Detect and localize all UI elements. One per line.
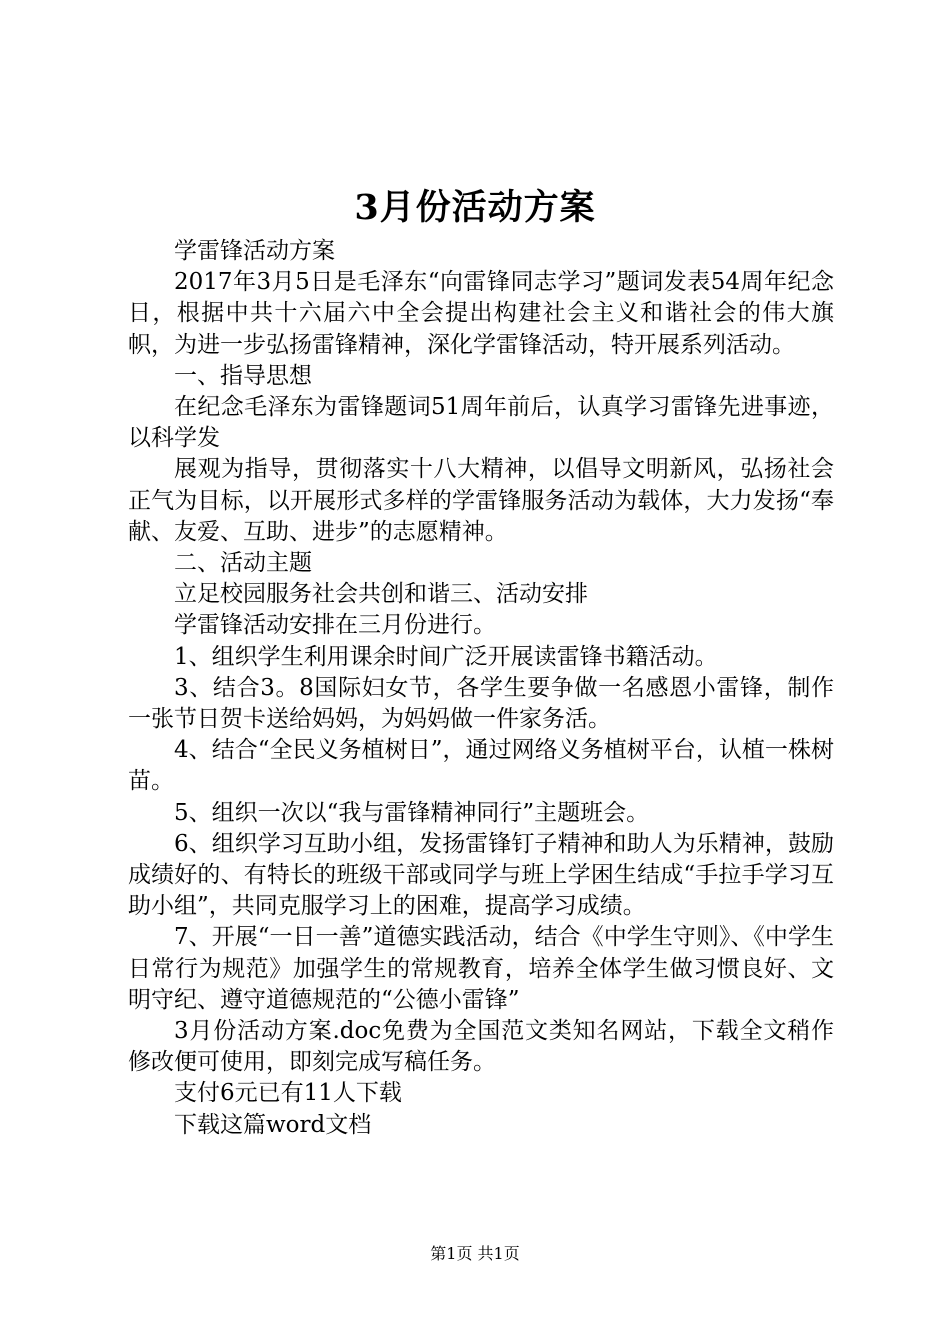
- paragraph: 展观为指导，贯彻落实十八大精神，以倡导文明新风，弘扬社会正气为目标，以开展形式多样的学雷锋服务活动为载体，大力发扬“奉献、友爱、互助、进步”的志愿精神。: [128, 456, 834, 545]
- download-link[interactable]: 下载这篇word文档: [174, 1111, 372, 1138]
- document-body: [128, 236, 834, 1141]
- payment-info: 支付6元已有11人下载: [174, 1080, 402, 1107]
- paragraph: 学雷锋活动安排在三月份进行。: [174, 612, 496, 639]
- list-item: 1、组织学生利用课余时间广泛开展读雷锋书籍活动。: [174, 643, 718, 670]
- paragraph: 立足校园服务社会共创和谐三、活动安排: [174, 581, 588, 608]
- list-item: 5、组织一次以“我与雷锋精神同行”主题班会。: [174, 799, 650, 826]
- list-item: 7、开展“一日一善”道德实践活动，结合《中学生守则》、《中学生日常行为规范》加强学生的常规教育，培养全体学生做习惯良好、文明守纪、遵守道德规范的“公德小雷锋”: [128, 924, 834, 1013]
- paragraph-intro: 2017年3月5日是毛泽东“向雷锋同志学习”题词发表54周年纪念日，根据中共十六届六中全会提出构建社会主义和谐社会的伟大旗帜，为进一步弘扬雷锋精神，深化学雷锋活动，特开展系列活动。: [128, 269, 834, 358]
- section-heading-guiding-thought: 一、指导思想: [174, 362, 312, 389]
- list-item: 4、结合“全民义务植树日”，通过网络义务植树平台，认植一株树苗。: [128, 737, 834, 795]
- page-title: 3月份活动方案: [354, 187, 596, 228]
- page-number: 第1页 共1页: [430, 1244, 520, 1263]
- section-heading-theme: 二、活动主题: [174, 550, 312, 577]
- list-item: 6、组织学习互助小组，发扬雷锋钉子精神和助人为乐精神，鼓励成绩好的、有特长的班级干部或同学与班上学困生结成“手拉手学习互助小组”，共同克服学习上的困难，提高学习成绩。: [128, 830, 834, 920]
- download-note: 3月份活动方案.doc免费为全国范文类知名网站，下载全文稍作修改便可使用，即刻完成写稿任务。: [128, 1018, 834, 1076]
- list-item: 3、结合3。8国际妇女节，各学生要争做一名感恩小雷锋，制作一张节日贺卡送给妈妈，为妈妈做一件家务活。: [128, 674, 834, 733]
- paragraph-subtitle: 学雷锋活动方案: [174, 238, 335, 264]
- paragraph: 在纪念毛泽东为雷锋题词51周年前后，认真学习雷锋先进事迹，以科学发: [128, 394, 834, 452]
